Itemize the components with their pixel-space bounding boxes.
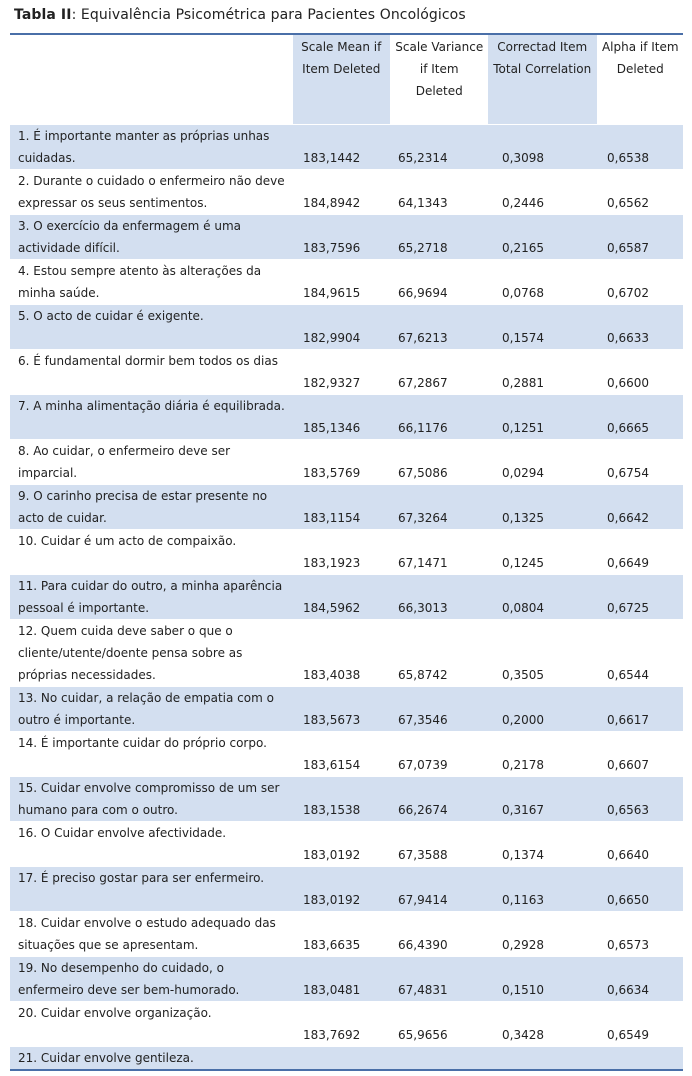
table-row: [10, 260, 683, 305]
table-row: [10, 732, 683, 777]
table-row: [10, 1047, 683, 1071]
table-row: [10, 1002, 683, 1047]
scale-variance-cell: 67,3264: [390, 485, 488, 530]
alpha-cell: 0,6573: [597, 912, 683, 957]
table-row: [10, 305, 683, 350]
scale-mean-cell: 183,0192: [293, 822, 390, 867]
scale-mean-cell: 183,1442: [293, 125, 390, 170]
correlation-cell: 0,0804: [488, 575, 597, 620]
scale-mean-cell: 183,5769: [293, 440, 390, 485]
correlation-cell: 0,1374: [488, 822, 597, 867]
scale-variance-cell: 66,9694: [390, 260, 488, 305]
table-row: [10, 822, 683, 867]
correlation-cell: 0,3098: [488, 125, 597, 170]
scale-variance-cell: 65,8742: [390, 620, 488, 687]
header-row: [10, 34, 683, 125]
correlation-cell: [488, 1047, 597, 1071]
scale-mean-cell: 183,1538: [293, 777, 390, 822]
item-label-cell: 11. Para cuidar do outro, a minha aparência pessoal é importante.: [10, 575, 293, 620]
alpha-cell: 0,6617: [597, 687, 683, 732]
table-body: [10, 125, 683, 1071]
correlation-cell: 0,1163: [488, 867, 597, 912]
scale-mean-cell: 184,9615: [293, 260, 390, 305]
scale-variance-cell: 66,1176: [390, 395, 488, 440]
table-row: [10, 912, 683, 957]
item-label-cell: 7. A minha alimentação diária é equilibrada.: [10, 395, 293, 440]
item-label-cell: 2. Durante o cuidado o enfermeiro não deve expressar os seus sentimentos.: [10, 170, 293, 215]
table-title: : Equivalência Psicométrica para Pacientes Oncológicos: [71, 7, 466, 23]
alpha-cell: 0,6587: [597, 215, 683, 260]
table-row: [10, 620, 683, 687]
item-label-cell: 15. Cuidar envolve compromisso de um ser humano para com o outro.: [10, 777, 293, 822]
correlation-cell: 0,2881: [488, 350, 597, 395]
alpha-cell: 0,6642: [597, 485, 683, 530]
item-label-cell: 9. O carinho precisa de estar presente no acto de cuidar.: [10, 485, 293, 530]
item-label-cell: 20. Cuidar envolve organização.: [10, 1002, 293, 1047]
scale-mean-cell: 184,8942: [293, 170, 390, 215]
alpha-cell: 0,6650: [597, 867, 683, 912]
item-label-cell: 21. Cuidar envolve gentileza.: [10, 1047, 293, 1071]
alpha-cell: 0,6563: [597, 777, 683, 822]
scale-mean-cell: 182,9327: [293, 350, 390, 395]
item-label-cell: 14. É importante cuidar do próprio corpo.: [10, 732, 293, 777]
scale-variance-cell: 64,1343: [390, 170, 488, 215]
scale-mean-cell: 183,0481: [293, 957, 390, 1002]
correlation-cell: 0,1510: [488, 957, 597, 1002]
scale-variance-cell: 67,1471: [390, 530, 488, 575]
correlation-cell: 0,2178: [488, 732, 597, 777]
item-label-cell: 12. Quem cuida deve saber o que o cliente/utente/doente pensa sobre as próprias necessidades.: [10, 620, 293, 687]
item-label-cell: 19. No desempenho do cuidado, o enfermeiro deve ser bem-humorado.: [10, 957, 293, 1002]
table-row: [10, 687, 683, 732]
scale-variance-cell: [390, 1047, 488, 1071]
correlation-cell: 0,0768: [488, 260, 597, 305]
scale-mean-cell: 183,4038: [293, 620, 390, 687]
table-row: [10, 575, 683, 620]
header-scale-variance: Scale Variance if Item Deleted: [390, 34, 488, 125]
scale-mean-cell: 183,1154: [293, 485, 390, 530]
table-row: [10, 777, 683, 822]
correlation-cell: 0,0294: [488, 440, 597, 485]
scale-mean-cell: 184,5962: [293, 575, 390, 620]
correlation-cell: 0,3167: [488, 777, 597, 822]
alpha-cell: 0,6538: [597, 125, 683, 170]
item-label-cell: 13. No cuidar, a relação de empatia com o outro é importante.: [10, 687, 293, 732]
scale-mean-cell: 183,6635: [293, 912, 390, 957]
alpha-cell: 0,6634: [597, 957, 683, 1002]
scale-mean-cell: 183,0192: [293, 867, 390, 912]
scale-mean-cell: 183,7692: [293, 1002, 390, 1047]
header-item-total-correlation: Correctad Item Total Correlation: [488, 34, 597, 125]
table-row: [10, 350, 683, 395]
correlation-cell: 0,2446: [488, 170, 597, 215]
table-number: Tabla II: [14, 7, 72, 23]
item-label-cell: 3. O exercício da enfermagem é uma actividade difícil.: [10, 215, 293, 260]
item-label-cell: 1. É importante manter as próprias unhas cuidadas.: [10, 125, 293, 170]
correlation-cell: 0,3505: [488, 620, 597, 687]
correlation-cell: 0,2000: [488, 687, 597, 732]
alpha-cell: 0,6607: [597, 732, 683, 777]
correlation-cell: 0,2165: [488, 215, 597, 260]
table-row: [10, 170, 683, 215]
alpha-cell: 0,6562: [597, 170, 683, 215]
table-row: [10, 440, 683, 485]
table-row: [10, 215, 683, 260]
item-label-cell: 8. Ao cuidar, o enfermeiro deve ser imparcial.: [10, 440, 293, 485]
scale-variance-cell: 66,2674: [390, 777, 488, 822]
scale-variance-cell: 67,9414: [390, 867, 488, 912]
table-caption: [14, 5, 466, 25]
correlation-cell: 0,1325: [488, 485, 597, 530]
alpha-cell: 0,6665: [597, 395, 683, 440]
table-row: [10, 957, 683, 1002]
table-row: [10, 125, 683, 170]
item-label-cell: 17. É preciso gostar para ser enfermeiro.: [10, 867, 293, 912]
alpha-cell: 0,6649: [597, 530, 683, 575]
scale-variance-cell: 65,9656: [390, 1002, 488, 1047]
scale-mean-cell: 183,1923: [293, 530, 390, 575]
scale-variance-cell: 66,4390: [390, 912, 488, 957]
header-scale-mean: Scale Mean if Item Deleted: [293, 34, 390, 125]
scale-variance-cell: 65,2314: [390, 125, 488, 170]
correlation-cell: 0,1574: [488, 305, 597, 350]
scale-mean-cell: 183,7596: [293, 215, 390, 260]
scale-variance-cell: 67,4831: [390, 957, 488, 1002]
table-row: [10, 867, 683, 912]
item-label-cell: 16. O Cuidar envolve afectividade.: [10, 822, 293, 867]
table-row: [10, 485, 683, 530]
table-row: [10, 530, 683, 575]
scale-variance-cell: 67,5086: [390, 440, 488, 485]
scale-variance-cell: 67,0739: [390, 732, 488, 777]
alpha-cell: 0,6702: [597, 260, 683, 305]
item-label-cell: 10. Cuidar é um acto de compaixão.: [10, 530, 293, 575]
scale-variance-cell: 67,6213: [390, 305, 488, 350]
scale-variance-cell: 65,2718: [390, 215, 488, 260]
correlation-cell: 0,1245: [488, 530, 597, 575]
alpha-cell: 0,6633: [597, 305, 683, 350]
scale-mean-cell: 183,6154: [293, 732, 390, 777]
alpha-cell: 0,6640: [597, 822, 683, 867]
correlation-cell: 0,1251: [488, 395, 597, 440]
item-label-cell: 6. É fundamental dormir bem todos os dias: [10, 350, 293, 395]
scale-mean-cell: [293, 1047, 390, 1071]
table-row: [10, 395, 683, 440]
psychometric-table: [10, 33, 683, 1071]
alpha-cell: 0,6544: [597, 620, 683, 687]
item-label-cell: 5. O acto de cuidar é exigente.: [10, 305, 293, 350]
alpha-cell: 0,6549: [597, 1002, 683, 1047]
scale-variance-cell: 67,3588: [390, 822, 488, 867]
header-item: [10, 34, 293, 125]
scale-mean-cell: 185,1346: [293, 395, 390, 440]
scale-mean-cell: 182,9904: [293, 305, 390, 350]
header-alpha: Alpha if Item Deleted: [597, 34, 683, 125]
item-label-cell: 4. Estou sempre atento às alterações da minha saúde.: [10, 260, 293, 305]
alpha-cell: 0,6725: [597, 575, 683, 620]
alpha-cell: [597, 1047, 683, 1071]
alpha-cell: 0,6600: [597, 350, 683, 395]
scale-variance-cell: 67,2867: [390, 350, 488, 395]
correlation-cell: 0,2928: [488, 912, 597, 957]
scale-variance-cell: 67,3546: [390, 687, 488, 732]
alpha-cell: 0,6754: [597, 440, 683, 485]
scale-variance-cell: 66,3013: [390, 575, 488, 620]
item-label-cell: 18. Cuidar envolve o estudo adequado das situações que se apresentam.: [10, 912, 293, 957]
scale-mean-cell: 183,5673: [293, 687, 390, 732]
correlation-cell: 0,3428: [488, 1002, 597, 1047]
